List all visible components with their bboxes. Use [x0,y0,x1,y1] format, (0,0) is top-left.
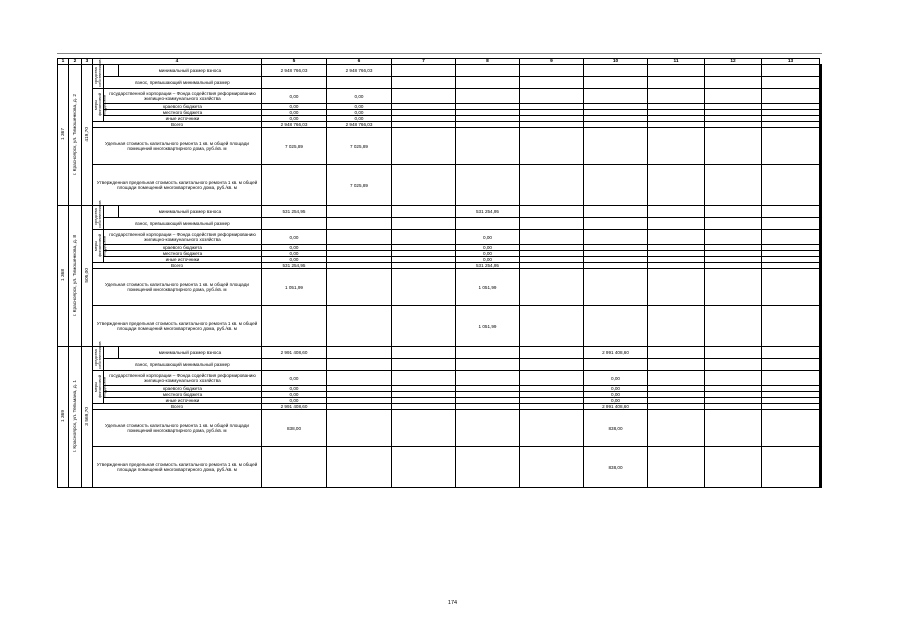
value-cell-col-11 [648,89,705,104]
value-cell-col-10 [584,206,648,218]
group-area-cell [82,206,93,347]
col-header-7: 7 [392,59,456,65]
value-cell-col-5: 531 254,95 [262,263,327,269]
value-cell-col-6 [327,206,392,218]
table-row [58,77,822,89]
value-cell-col-11 [648,65,705,77]
value-cell-col-13 [762,206,820,218]
row-label: иные источники [104,116,262,122]
value-cell-col-15 [821,447,822,488]
value-cell-col-10 [584,77,648,89]
value-cell-col-12 [705,128,762,165]
value-cell-col-11 [648,359,705,371]
col-header-11: 11 [648,59,705,65]
row-label: краевого бюджета [104,104,262,110]
row-label: Утвержденная предельная стоимость капитального ремонта 1 кв. м общей площади помещений многоквартирного дома, руб./кв. м [93,306,262,347]
table-row [58,371,822,386]
value-cell-col-6: 7 025,89 [327,165,392,206]
value-cell-col-5: 0,00 [262,251,327,257]
value-cell-col-9 [520,89,584,104]
value-cell-col-12 [705,65,762,77]
table-row [58,89,822,104]
row-label: Всего [93,404,262,410]
value-cell-col-15 [821,371,822,386]
value-cell-col-7 [392,165,456,206]
value-cell-col-15 [821,410,822,447]
value-cell-col-8: 0,00 [456,257,520,263]
support-measures-cell [93,89,107,122]
value-cell-col-12 [705,306,762,347]
table-row [58,269,822,306]
value-cell-col-8: 0,00 [456,245,520,251]
value-cell-col-11 [648,230,705,245]
value-cell-col-7 [392,65,456,77]
value-cell-col-11 [648,447,705,488]
owners-funds-cell [93,200,104,230]
value-cell-col-13 [762,230,820,245]
value-cell-col-13 [762,410,820,447]
value-cell-col-15 [821,165,822,206]
value-cell-col-9 [520,165,584,206]
value-cell-col-13 [762,359,820,371]
value-cell-col-7 [392,359,456,371]
value-cell-col-13 [762,165,820,206]
row-label: Удельная стоимость капитального ремонта 1 кв. м общей площади помещений многоквартирного дома, руб./кв. м [93,128,262,165]
value-cell-col-7 [392,269,456,306]
value-cell-col-15 [821,77,822,89]
value-cell-col-10: 0,00 [584,392,648,398]
value-cell-col-8 [456,371,520,386]
value-cell-col-11 [648,218,705,230]
support-measures-label: меры финансовой поддержки [93,374,107,398]
value-cell-col-7 [392,128,456,165]
value-cell-col-5: 0,00 [262,398,327,404]
value-cell-col-10: 0,00 [584,398,648,404]
value-cell-col-6 [327,269,392,306]
value-cell-col-10: 0,00 [584,371,648,386]
row-label: местного бюджета [104,251,262,257]
value-cell-col-11 [648,306,705,347]
group-area: 3 569,70 [84,407,90,426]
value-cell-col-7 [392,347,456,359]
value-cell-col-5: 838,00 [262,410,327,447]
col-header-10: 10 [584,59,648,65]
value-cell-col-12 [705,218,762,230]
col-header-1: 1 [58,59,69,65]
value-cell-col-10 [584,165,648,206]
value-cell-col-10 [584,359,648,371]
spacer-cell [104,347,119,359]
group-address: г. Красноярск, ул. Тельмана, д. 1 [72,380,78,453]
value-cell-col-12 [705,447,762,488]
value-cell-col-11 [648,165,705,206]
value-cell-col-13 [762,65,820,77]
value-cell-col-9 [520,65,584,77]
value-cell-col-7 [392,371,456,386]
top-rule [57,53,822,54]
value-cell-col-10 [584,218,648,230]
value-cell-col-5: 0,00 [262,245,327,251]
row-label: взнос, превышающий минимальный размер [104,218,262,230]
value-cell-col-12 [705,77,762,89]
value-cell-col-12 [705,89,762,104]
row-label: иные источники [104,257,262,263]
group-index-cell [58,347,69,488]
value-cell-col-15 [821,218,822,230]
value-cell-col-12 [705,347,762,359]
value-cell-col-13 [762,77,820,89]
spacer-cell [104,206,119,218]
capital-repair-table [57,58,822,488]
row-label: минимальный размер взноса [119,65,262,77]
value-cell-col-5 [262,218,327,230]
value-cell-col-5: 0,00 [262,386,327,392]
value-cell-col-9 [520,410,584,447]
table-row [58,306,822,347]
value-cell-col-5: 0,00 [262,89,327,104]
value-cell-col-6: 2 948 766,03 [327,122,392,128]
value-cell-col-5 [262,77,327,89]
value-cell-col-5: 2 948 766,03 [262,65,327,77]
row-label: краевого бюджета [104,245,262,251]
table-body [58,59,822,488]
value-cell-col-5: 0,00 [262,104,327,110]
value-cell-col-5: 0,00 [262,392,327,398]
value-cell-col-8: 531 254,95 [456,206,520,218]
value-cell-col-7 [392,89,456,104]
value-cell-col-9 [520,230,584,245]
value-cell-col-15 [821,206,822,218]
row-label: государственной корпорации – Фонда содействия реформированию жилищно-коммунального хозяйства [104,89,262,104]
value-cell-col-8 [456,128,520,165]
value-cell-col-10: 2 991 408,60 [584,347,648,359]
row-label: Утвержденная предельная стоимость капитального ремонта 1 кв. м общей площади помещений многоквартирного дома, руб./кв. м [93,165,262,206]
value-cell-col-5: 2 948 766,03 [262,122,327,128]
value-cell-col-8: 0,00 [456,251,520,257]
value-cell-col-5 [262,447,327,488]
value-cell-col-13 [762,306,820,347]
value-cell-col-8 [456,410,520,447]
owners-funds-label: средства собственников [93,200,103,228]
row-label: взнос, превышающий минимальный размер [104,77,262,89]
value-cell-col-12 [705,206,762,218]
value-cell-col-11 [648,269,705,306]
row-label: краевого бюджета [104,386,262,392]
value-cell-col-6: 7 025,89 [327,128,392,165]
value-cell-col-15 [821,65,822,77]
value-cell-col-5: 531 254,95 [262,206,327,218]
value-cell-col-13 [762,347,820,359]
group-area-cell [82,65,93,206]
value-cell-col-9 [520,371,584,386]
value-cell-col-15 [821,269,822,306]
value-cell-col-7 [392,206,456,218]
value-cell-col-9 [520,306,584,347]
owners-funds-cell [93,59,104,89]
value-cell-col-5: 2 991 408,60 [262,404,327,410]
group-index: 1 369 [60,410,66,423]
col-header-12: 12 [705,59,762,65]
value-cell-col-5: 7 025,89 [262,128,327,165]
value-cell-col-11 [648,128,705,165]
value-cell-col-13 [762,371,820,386]
group-area: 505,00 [84,268,90,283]
value-cell-col-12 [705,165,762,206]
value-cell-col-10: 2 991 408,60 [584,404,648,410]
value-cell-col-5: 0,00 [262,116,327,122]
value-cell-col-12 [705,230,762,245]
value-cell-col-11 [648,206,705,218]
value-cell-col-5 [262,165,327,206]
support-measures-cell [93,230,107,263]
value-cell-col-8 [456,65,520,77]
value-cell-col-11 [648,410,705,447]
group-index: 1 367 [60,128,66,141]
value-cell-col-8 [456,165,520,206]
value-cell-col-12 [705,371,762,386]
value-cell-col-10 [584,65,648,77]
group-area: 419,70 [84,127,90,142]
table-row [58,410,822,447]
value-cell-col-5 [262,359,327,371]
table-row [58,218,822,230]
value-cell-col-10 [584,89,648,104]
value-cell-col-12 [705,410,762,447]
support-measures-label: меры финансовой поддержки [93,92,107,116]
table-row [58,347,822,359]
value-cell-col-9 [520,206,584,218]
value-cell-col-15 [821,359,822,371]
value-cell-col-6 [327,359,392,371]
value-cell-col-6 [327,347,392,359]
owners-funds-cell [93,341,104,371]
row-label: минимальный размер взноса [119,347,262,359]
value-cell-col-10 [584,230,648,245]
value-cell-col-8 [456,218,520,230]
value-cell-col-13 [762,128,820,165]
row-label: местного бюджета [104,110,262,116]
value-cell-col-8 [456,347,520,359]
group-address-cell [69,206,82,347]
row-label: Удельная стоимость капитального ремонта 1 кв. м общей площади помещений многоквартирного дома, руб./кв. м [93,410,262,447]
value-cell-col-6 [327,410,392,447]
value-cell-col-6: 0,00 [327,104,392,110]
capital-repair-table-sheet [57,58,822,498]
value-cell-col-15 [821,230,822,245]
page-number: 174 [447,600,458,606]
col-header-6: 6 [327,59,392,65]
row-label: Всего [93,263,262,269]
table-row [58,230,822,245]
value-cell-col-7 [392,218,456,230]
value-cell-col-15 [821,306,822,347]
value-cell-col-6 [327,447,392,488]
value-cell-col-10: 0,00 [584,386,648,392]
value-cell-col-15 [821,89,822,104]
value-cell-col-7 [392,230,456,245]
value-cell-col-11 [648,371,705,386]
col-header-5: 5 [262,59,327,65]
value-cell-col-11 [648,347,705,359]
table-row [58,206,822,218]
value-cell-col-11 [648,77,705,89]
value-cell-col-7 [392,306,456,347]
owners-funds-label: средства собственников [93,59,103,87]
value-cell-col-6 [327,77,392,89]
value-cell-col-10: 838,00 [584,447,648,488]
row-label: минимальный размер взноса [119,206,262,218]
row-label: Утвержденная предельная стоимость капитального ремонта 1 кв. м общей площади помещений многоквартирного дома, руб./кв. м [93,447,262,488]
table-row [58,128,822,165]
row-label: взнос, превышающий минимальный размер [104,359,262,371]
col-header-3: 3 [82,59,93,65]
owners-funds-label: средства собственников [93,341,103,369]
spacer-cell [104,65,119,77]
row-label: местного бюджета [104,392,262,398]
value-cell-col-9 [520,347,584,359]
row-label: государственной корпорации – Фонда содействия реформированию жилищно-коммунального хозяйства [104,371,262,386]
value-cell-col-13 [762,447,820,488]
value-cell-col-7 [392,447,456,488]
row-label: государственной корпорации – Фонда содействия реформированию жилищно-коммунального хозяйства [104,230,262,245]
support-measures-label: меры финансовой поддержки [93,233,107,257]
value-cell-col-6 [327,371,392,386]
value-cell-col-9 [520,359,584,371]
value-cell-col-7 [392,77,456,89]
value-cell-col-5: 0,00 [262,110,327,116]
value-cell-col-9 [520,128,584,165]
group-address: г. Красноярск, ул. Тимошенкова, д. 8 [72,234,78,317]
value-cell-col-15 [821,128,822,165]
value-cell-col-8 [456,77,520,89]
value-cell-col-5: 0,00 [262,371,327,386]
group-address-cell [69,65,82,206]
value-cell-col-6: 2 948 766,03 [327,65,392,77]
table-row [58,65,822,77]
value-cell-col-6: 0,00 [327,89,392,104]
value-cell-col-5: 0,00 [262,230,327,245]
value-cell-col-13 [762,89,820,104]
value-cell-col-8: 531 254,95 [456,263,520,269]
value-cell-col-12 [705,269,762,306]
table-row [58,165,822,206]
row-label: Всего [93,122,262,128]
value-cell-col-8 [456,447,520,488]
value-cell-col-7 [392,410,456,447]
value-cell-col-6 [327,230,392,245]
value-cell-col-10 [584,269,648,306]
value-cell-col-5: 0,00 [262,257,327,263]
value-cell-col-9 [520,269,584,306]
row-label: Удельная стоимость капитального ремонта 1 кв. м общей площади помещений многоквартирного дома, руб./кв. м [93,269,262,306]
value-cell-col-13 [762,269,820,306]
support-measures-cell [93,371,107,404]
value-cell-col-6 [327,218,392,230]
value-cell-col-15 [821,347,822,359]
value-cell-col-6: 0,00 [327,110,392,116]
value-cell-col-8 [456,89,520,104]
group-index-cell [58,206,69,347]
value-cell-col-5: 2 991 408,60 [262,347,327,359]
value-cell-col-5: 1 051,99 [262,269,327,306]
value-cell-col-10 [584,306,648,347]
value-cell-col-8: 0,00 [456,230,520,245]
value-cell-col-8: 1 051,99 [456,306,520,347]
value-cell-col-10 [584,128,648,165]
value-cell-col-9 [520,77,584,89]
col-header-2: 2 [69,59,82,65]
row-label: иные источники [104,398,262,404]
value-cell-col-8 [456,359,520,371]
value-cell-col-13 [762,218,820,230]
value-cell-col-8: 1 051,99 [456,269,520,306]
group-index-cell [58,65,69,206]
group-area-cell [82,347,93,488]
group-address-cell [69,347,82,488]
value-cell-col-5 [262,306,327,347]
col-header-13: 13 [762,59,820,65]
col-header-4: 4 [93,59,262,65]
table-row [58,447,822,488]
col-header-9: 9 [520,59,584,65]
group-address: г. Красноярск, ул. Тимошенкова, д. 2 [72,93,78,176]
value-cell-col-10: 838,00 [584,410,648,447]
table-row [58,359,822,371]
value-cell-col-6 [327,306,392,347]
value-cell-col-6: 0,00 [327,116,392,122]
value-cell-col-12 [705,359,762,371]
group-index: 1 368 [60,269,66,282]
value-cell-col-9 [520,218,584,230]
value-cell-col-9 [520,447,584,488]
col-header-8: 8 [456,59,520,65]
